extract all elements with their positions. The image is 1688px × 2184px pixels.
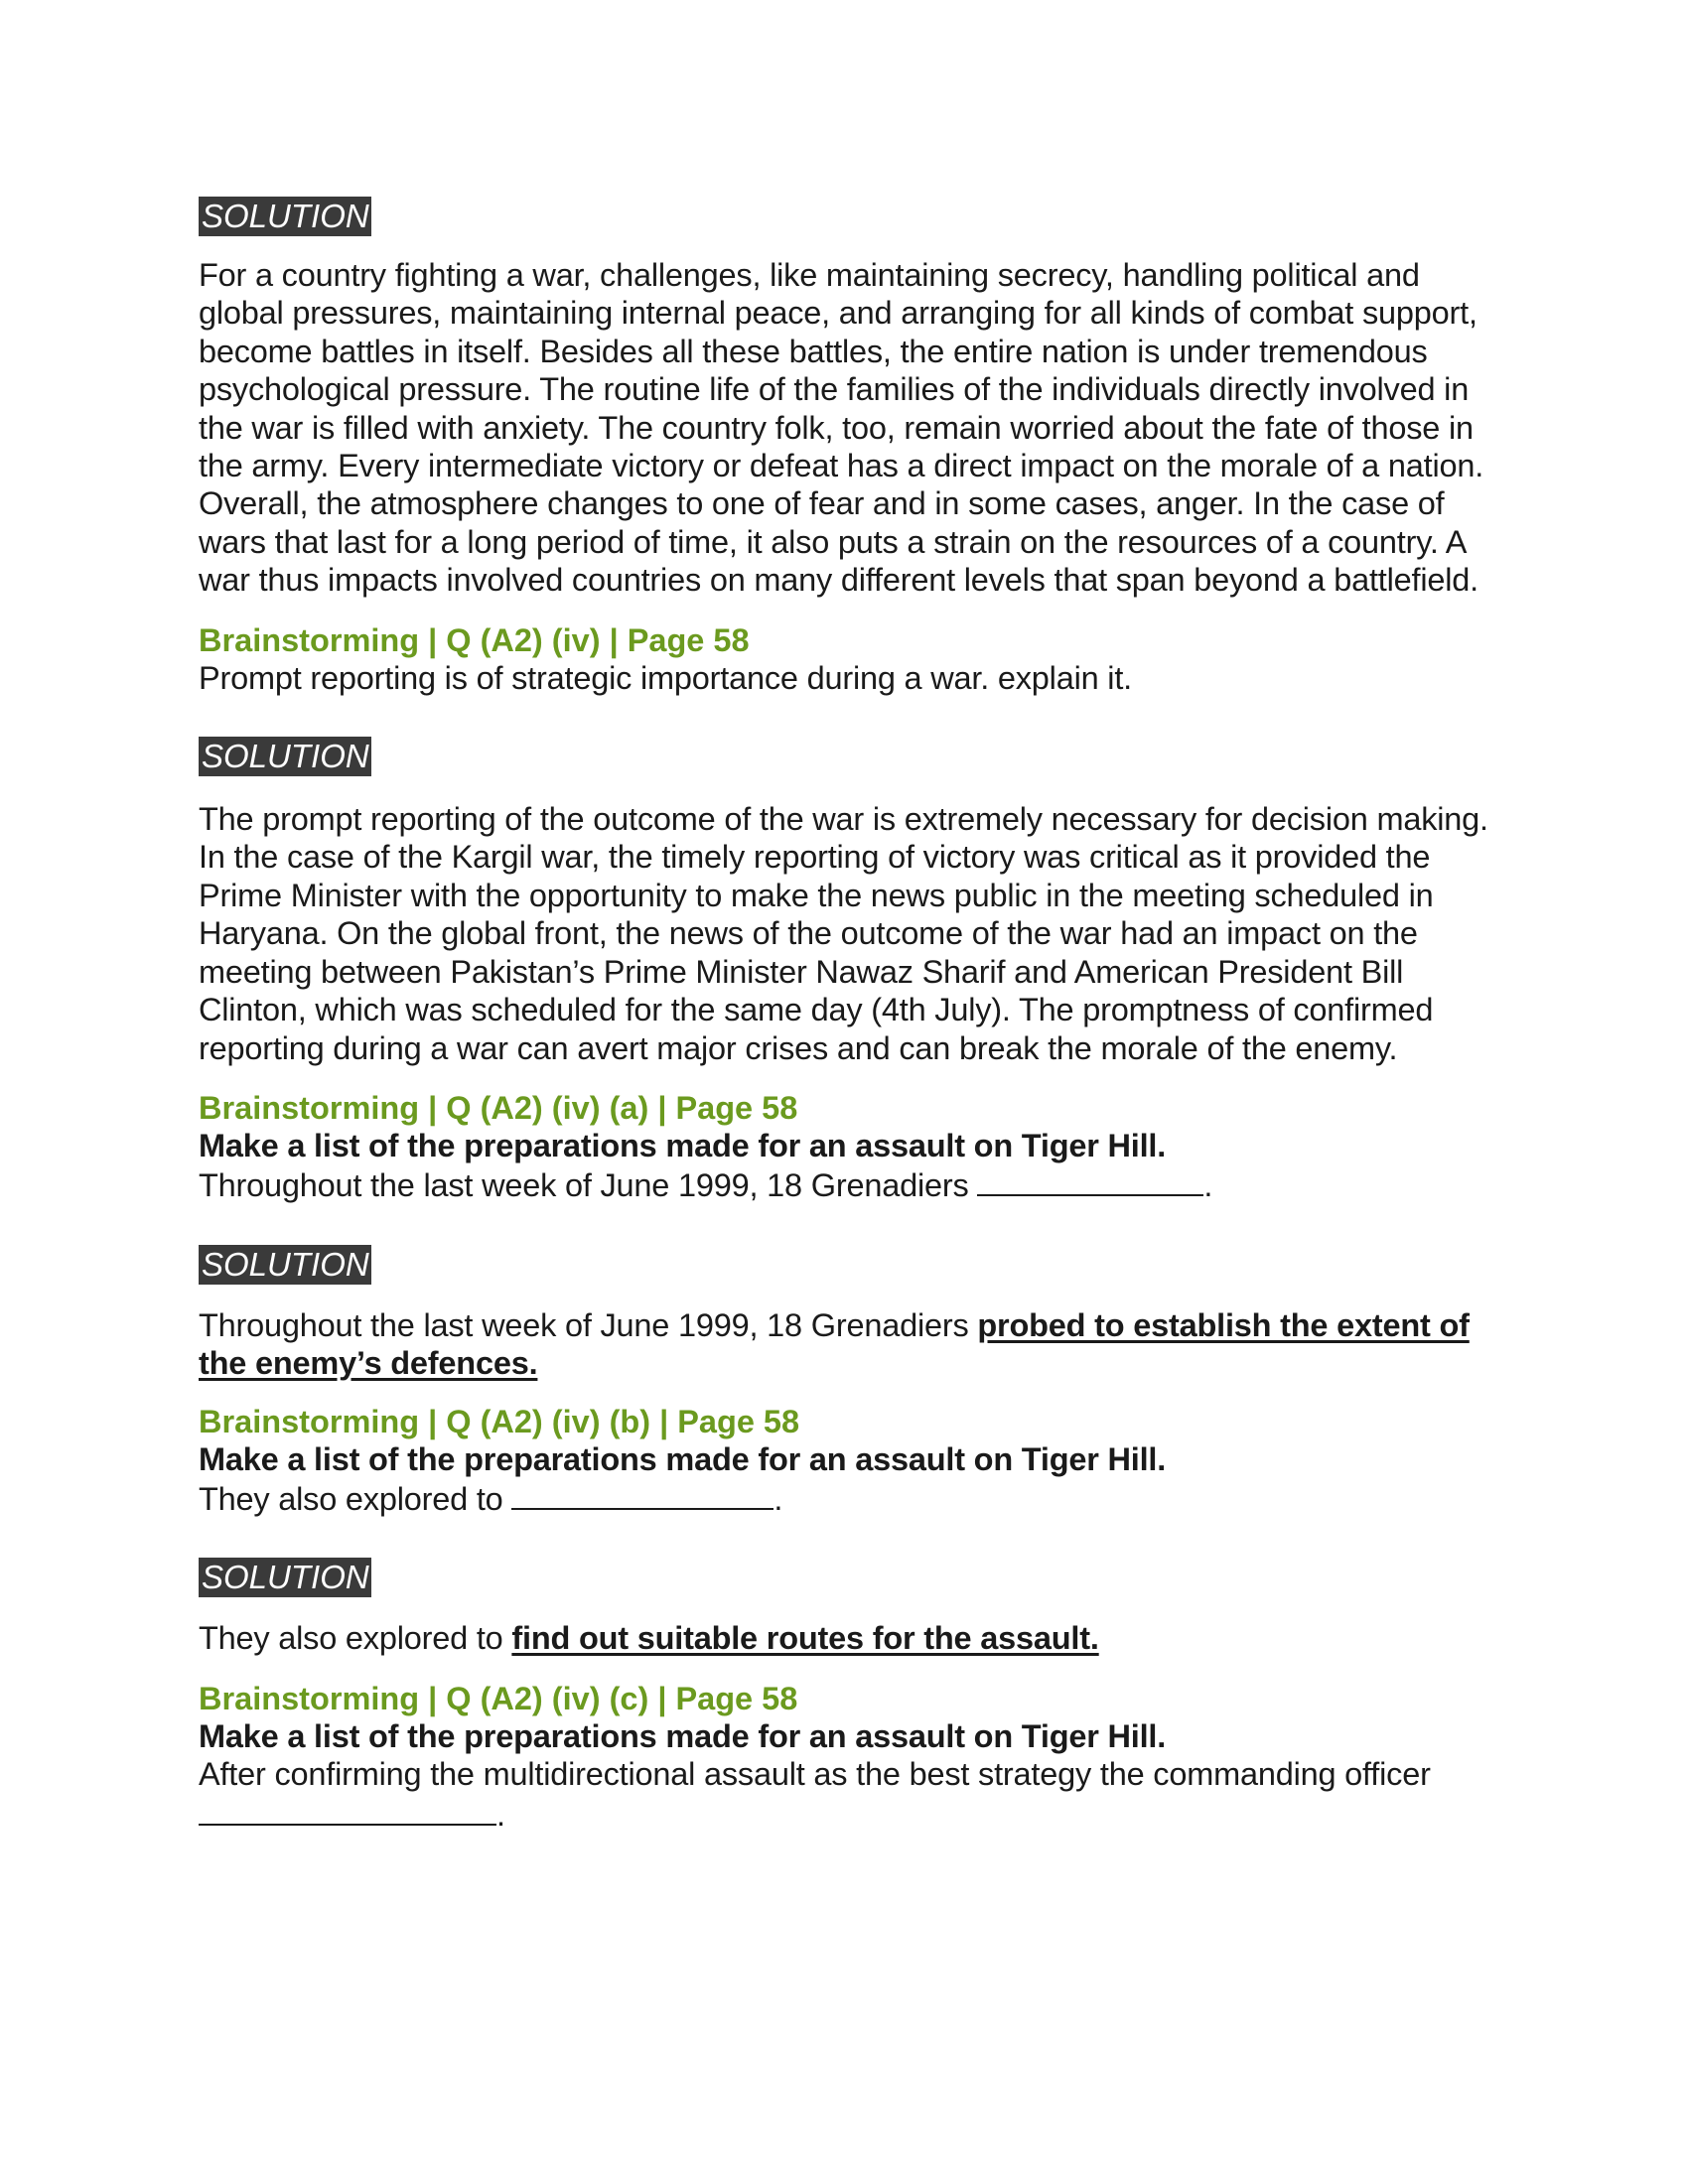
solution-text	[199, 1306, 1489, 1383]
prompt-end: .	[1203, 1167, 1213, 1204]
answer-prefix: They also explored to	[199, 1620, 512, 1657]
question-text: Make a list of the preparations made for an assault on Tiger Hill.	[199, 1127, 1167, 1163]
question-heading: Brainstorming | Q (A2) (iv) (b) | Page 58	[199, 1403, 800, 1439]
answer-blank	[977, 1164, 1203, 1196]
answer-underlined: find out suitable routes for the assault.	[511, 1620, 1099, 1657]
solution-badge: SOLUTION	[199, 737, 371, 776]
solution-text: For a country fighting a war, challenges, like maintaining secrecy, handling political and global pressures, maintaining internal peace, and arranging for all kinds of combat support, become battles in itself. Besides all these battles, the entire nation is under tremendous psychological pressure. The routine life of the families of the individuals directly involved in the war is filled with anxiety. The country folk, too, remain worried about the fate of those in the army. Every intermediate victory or defeat has a direct impact on the morale of a nation. Overall, the atmosphere changes to one of fear and in some cases, anger. In the case of wars that last for a long period of time, it also puts a strain on the resources of a country. A war thus impacts involved countries on many different levels that span beyond a battlefield.	[199, 257, 1484, 599]
answer-underlined: probed to establish the extent of the enemy’s defences.	[199, 1306, 1470, 1382]
question-heading: Brainstorming | Q (A2) (iv) | Page 58	[199, 621, 750, 658]
prompt-text: Throughout the last week of June 1999, 18 Grenadiers	[199, 1167, 969, 1204]
solution-badge: SOLUTION	[199, 1558, 371, 1597]
prompt-text: They also explored to	[199, 1480, 503, 1517]
document-page	[199, 197, 1489, 1834]
answer-blank	[511, 1478, 774, 1510]
solution-text	[199, 1619, 1489, 1657]
question-text: Make a list of the preparations made for an assault on Tiger Hill.	[199, 1440, 1167, 1477]
prompt-end: .	[774, 1480, 783, 1517]
fill-in-prompt	[199, 1478, 1489, 1518]
answer-blank	[199, 1794, 496, 1826]
fill-in-prompt	[199, 1164, 1489, 1204]
question-heading: Brainstorming | Q (A2) (iv) (c) | Page 58	[199, 1680, 798, 1716]
solution-badge: SOLUTION	[199, 1245, 371, 1285]
prompt-end: .	[496, 1796, 505, 1833]
fill-in-prompt	[199, 1755, 1489, 1834]
answer-prefix: Throughout the last week of June 1999, 18 Grenadiers	[199, 1306, 978, 1343]
question-text: Make a list of the preparations made for an assault on Tiger Hill.	[199, 1717, 1167, 1754]
prompt-text: After confirming the multidirectional assault as the best strategy the commanding officer	[199, 1756, 1431, 1793]
question-heading: Brainstorming | Q (A2) (iv) (a) | Page 58	[199, 1089, 798, 1126]
solution-text: The prompt reporting of the outcome of the war is extremely necessary for decision making. In the case of the Kargil war, the timely reporting of victory was critical as it provided the Prime Minister with the opportunity to make the news public in the meeting scheduled in Haryana. On the global front, the news of the outcome of the war had an impact on the meeting between Pakistan’s Prime Minister Nawaz Sharif and American President Bill Clinton, which was scheduled for the same day (4th July). The promptness of confirmed reporting during a war can avert major crises and can break the morale of the enemy.	[199, 801, 1488, 1066]
solution-badge: SOLUTION	[199, 197, 371, 236]
question-text: Prompt reporting is of strategic importance during a war. explain it.	[199, 659, 1132, 696]
